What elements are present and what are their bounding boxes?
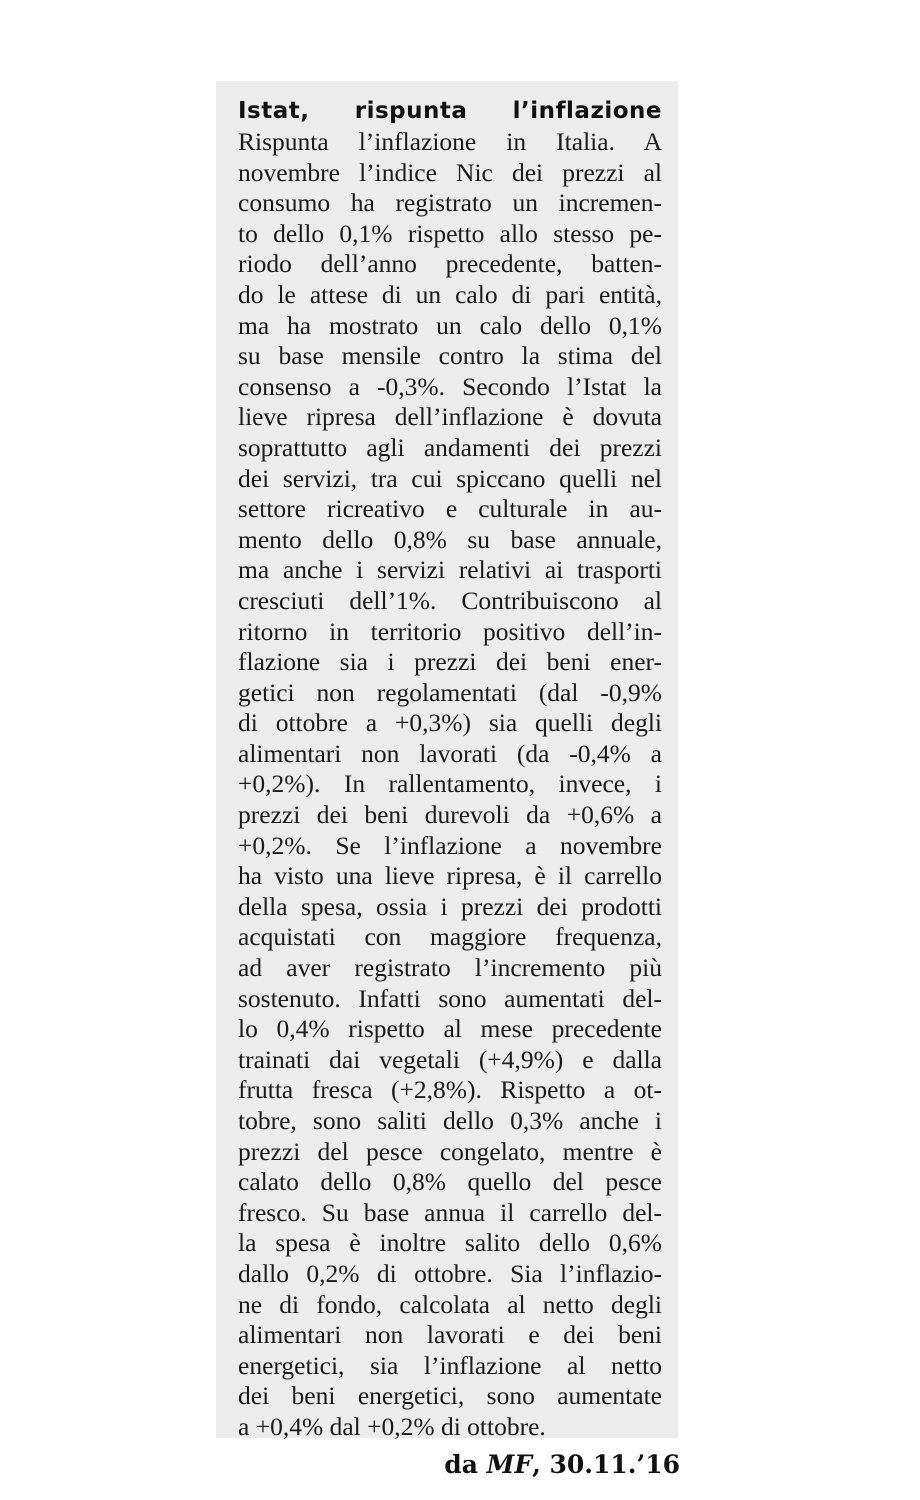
article-line: della spesa, ossia i prezzi dei prodotti: [238, 891, 662, 921]
article-line: prezzi del pesce congelato, mentre è: [238, 1136, 662, 1166]
article-line: getici non regolamentati (dal -0,9%: [238, 677, 662, 707]
article-line: ma anche i servizi relativi ai trasporti: [238, 555, 662, 585]
article-line: a +0,4% dal +0,2% di ottobre.: [238, 1411, 546, 1441]
article-line: alimentari non lavorati e dei beni: [238, 1320, 662, 1350]
article-line: prezzi dei beni durevoli da +0,6% a: [238, 800, 662, 830]
article-line: flazione sia i prezzi dei beni ener-: [238, 647, 662, 677]
article-line: +0,2%. Se l’inflazione a novembre: [238, 830, 662, 860]
article-line: di ottobre a +0,3%) sia quelli degli: [238, 708, 662, 738]
article-headline: Istat, rispunta l’inflazione: [238, 98, 662, 124]
article-line: do le attese di un calo di pari entità,: [238, 279, 662, 309]
article-line: la spesa è inoltre salito dello 0,6%: [238, 1228, 662, 1258]
source-prefix: da: [444, 1450, 487, 1479]
article-line: ritorno in territorio positivo dell’in-: [238, 616, 662, 646]
article-line: dei beni energetici, sono aumentate: [238, 1381, 662, 1411]
article-line: consenso a -0,3%. Secondo l’Istat la: [238, 371, 662, 401]
article-line: frutta fresca (+2,8%). Rispetto a ot-: [238, 1075, 662, 1105]
article-line: cresciuti dell’1%. Contribuiscono al: [238, 585, 662, 615]
source-citation: [444, 1450, 680, 1479]
article-line: energetici, sia l’inflazione al netto: [238, 1350, 662, 1380]
article-line: ma ha mostrato un calo dello 0,1%: [238, 310, 662, 340]
article-line: Rispunta l’inflazione in Italia. A: [238, 127, 662, 156]
article-line: alimentari non lavorati (da -0,4% a: [238, 738, 662, 768]
source-date: , 30.11.’16: [532, 1450, 680, 1479]
article-line: lo 0,4% rispetto al mese precedente: [238, 1014, 662, 1044]
article-line: settore ricreativo e culturale in au-: [238, 494, 662, 524]
article-line: to dello 0,1% rispetto allo stesso pe-: [238, 218, 662, 248]
article-line: mento dello 0,8% su base annuale,: [238, 524, 662, 554]
article-line: trainati dai vegetali (+4,9%) e dalla: [238, 1044, 662, 1074]
article-line: acquistati con maggiore frequenza,: [238, 922, 662, 952]
article-line: novembre l’indice Nic dei prezzi al: [238, 157, 662, 187]
article-line: ne di fondo, calcolata al netto degli: [238, 1289, 662, 1319]
source-publication: MF: [486, 1450, 533, 1479]
article-line: sostenuto. Infatti sono aumentati del-: [238, 983, 662, 1013]
article-line: dei servizi, tra cui spiccano quelli nel: [238, 463, 662, 493]
article-line: calato dello 0,8% quello del pesce: [238, 1167, 662, 1197]
article-line: lieve ripresa dell’inflazione è dovuta: [238, 402, 662, 432]
article-line: dallo 0,2% di ottobre. Sia l’inflazio-: [238, 1258, 662, 1288]
article-line: consumo ha registrato un incremen-: [238, 188, 662, 218]
article-line: +0,2%). In rallentamento, invece, i: [238, 769, 662, 799]
article-line: ha visto una lieve ripresa, è il carrello: [238, 861, 662, 891]
article-line: soprattutto agli andamenti dei prezzi: [238, 432, 662, 462]
newspaper-clipping: [216, 81, 678, 1441]
article-line: ad aver registrato l’incremento più: [238, 953, 662, 983]
article-line: riodo dell’anno precedente, batten-: [238, 249, 662, 279]
article-line: su base mensile contro la stima del: [238, 341, 662, 371]
article-line: tobre, sono saliti dello 0,3% anche i: [238, 1106, 662, 1135]
article-line: fresco. Su base annua il carrello del-: [238, 1197, 662, 1227]
article-body: [238, 127, 662, 1443]
